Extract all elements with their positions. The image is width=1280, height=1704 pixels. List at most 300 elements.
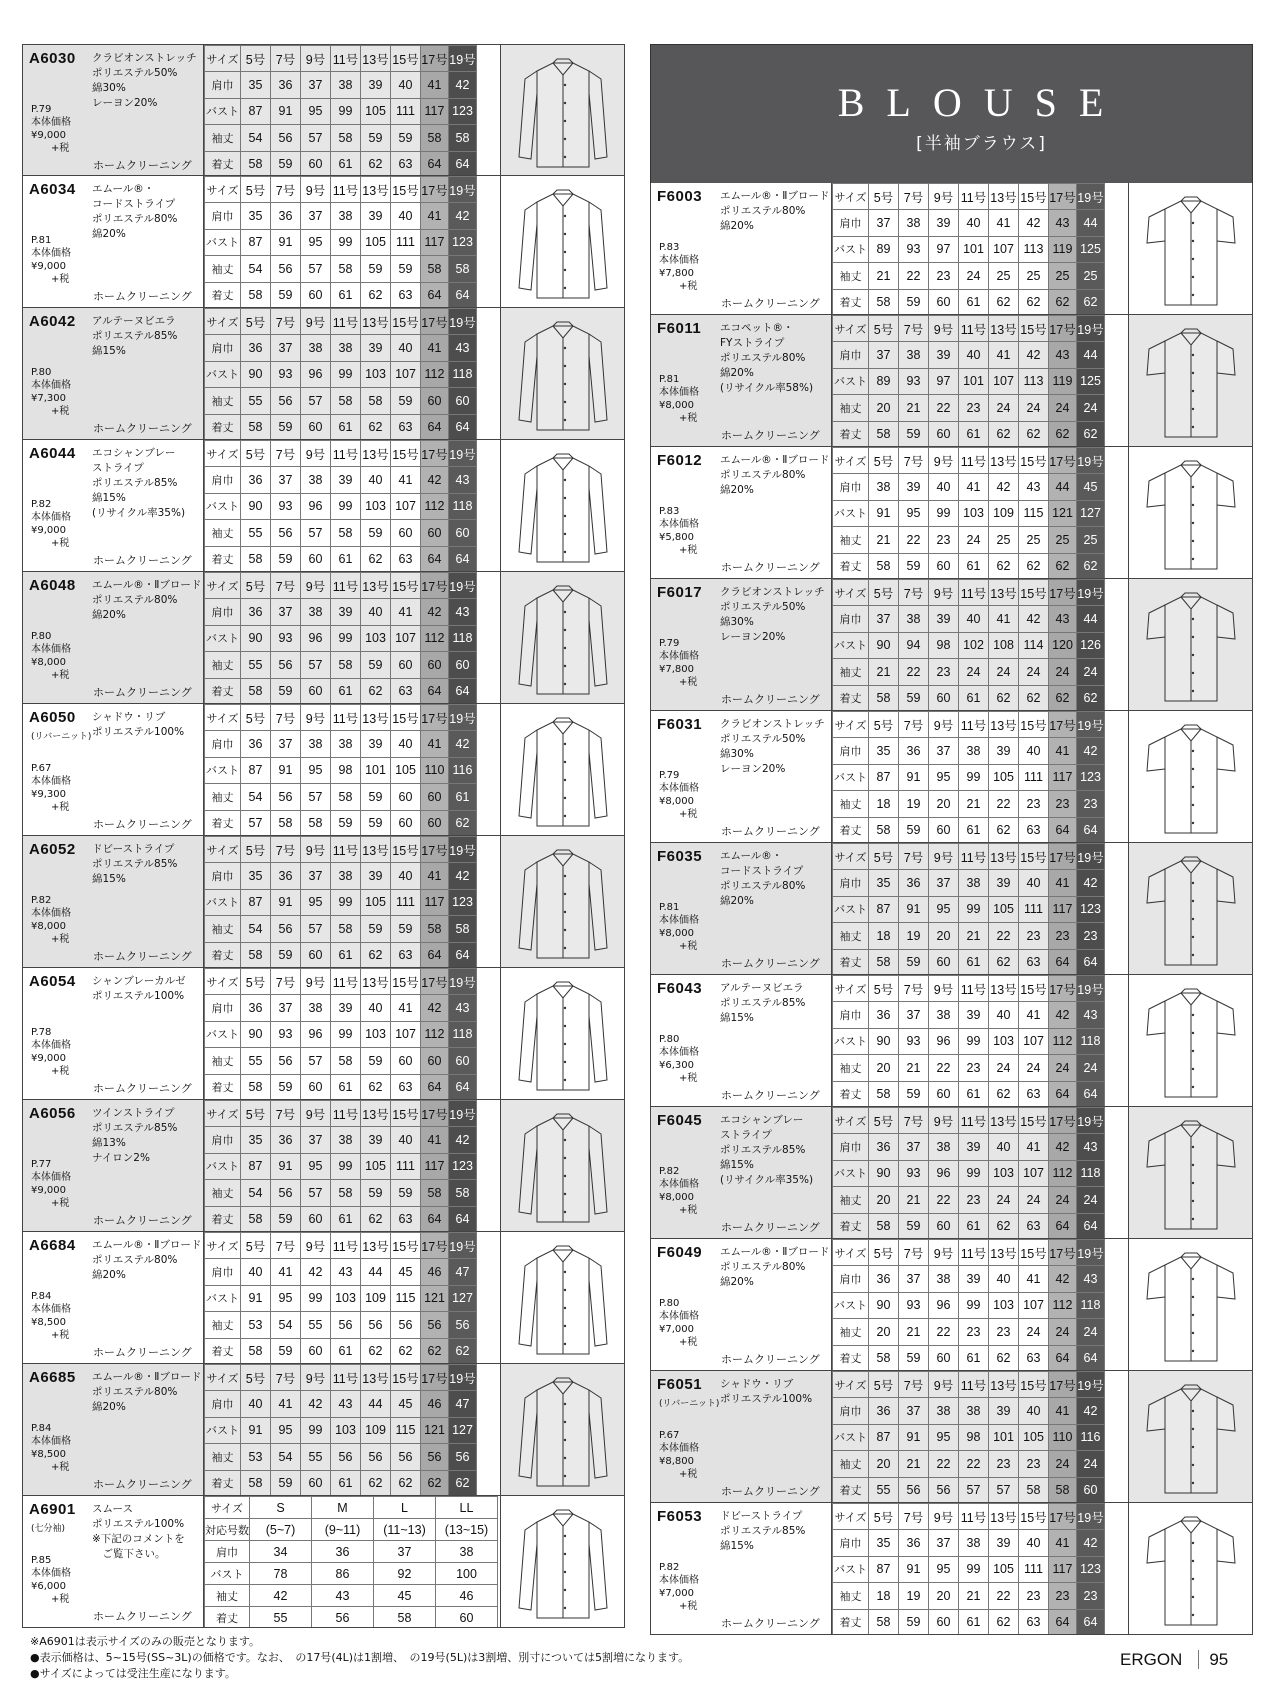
size-label: サイズ <box>833 1372 869 1398</box>
product-block <box>650 447 1253 579</box>
measure-value: 23 <box>959 1319 989 1345</box>
measure-value: 99 <box>959 1292 989 1318</box>
size-header: 17号 <box>421 177 449 203</box>
size-header: 7号 <box>899 448 929 474</box>
measure-row-length <box>833 1345 1105 1371</box>
blouse-illustration <box>1128 843 1252 975</box>
measure-value: 40 <box>959 606 989 632</box>
measure-value: 59 <box>899 1081 929 1107</box>
size-header: 7号 <box>271 177 301 203</box>
measure-value: 59 <box>271 1206 301 1232</box>
size-header-row <box>833 1372 1105 1398</box>
measure-value: 23 <box>989 1319 1019 1345</box>
measure-value: 22 <box>899 263 929 289</box>
measure-row-sleeve <box>205 1180 477 1206</box>
product-price: P.82 本体価格 ¥8,000 +税 <box>31 895 71 945</box>
size-header: 7号 <box>271 837 301 863</box>
measure-value: 61 <box>449 784 477 810</box>
measure-value: 111 <box>391 889 421 915</box>
product-fabric: シャドウ・リブ ポリエステル100% <box>720 1378 813 1405</box>
measure-value: 62 <box>361 942 391 968</box>
size-header: 9号 <box>929 448 959 474</box>
size-header: 11号 <box>331 309 361 335</box>
measure-value: 37 <box>899 1266 929 1292</box>
measure-label-sleeve: 袖丈 <box>205 1048 241 1074</box>
measure-value: 22 <box>929 1187 959 1213</box>
measure-value: 62 <box>421 1338 449 1364</box>
measure-value: 56 <box>391 1312 421 1338</box>
measure-value: 60 <box>929 1345 959 1371</box>
measure-value: 58 <box>241 1074 271 1100</box>
care-label: ホームクリーニング <box>93 554 192 567</box>
measure-value: 60 <box>391 810 421 836</box>
product-fabric: エムール®・Ⅱブロード ポリエステル80% 綿20% <box>720 454 830 496</box>
measure-row-shoulder <box>205 335 477 361</box>
measure-label-sleeve: 袖丈 <box>833 923 869 949</box>
measure-value: 103 <box>361 1021 391 1047</box>
size-header: 19号 <box>449 1233 477 1259</box>
measure-value: 37 <box>271 995 301 1021</box>
size-label: サイズ <box>205 1233 241 1259</box>
measure-value: 108 <box>989 632 1019 658</box>
product-info <box>651 315 832 447</box>
measure-value: 93 <box>899 1292 929 1318</box>
product-block <box>650 1107 1253 1239</box>
measure-value: 56 <box>899 1477 929 1503</box>
size-header: 17号 <box>1049 316 1077 342</box>
measure-value: 46 <box>421 1259 449 1285</box>
measure-value: 63 <box>391 151 421 176</box>
blouse-icon <box>1143 1379 1239 1495</box>
measure-label-sleeve: 袖丈 <box>205 125 241 151</box>
measure-value: 37 <box>869 342 899 368</box>
measure-value: 63 <box>1019 817 1049 843</box>
blouse-illustration <box>500 1232 624 1364</box>
measure-value: 105 <box>361 1153 391 1179</box>
size-header: 13号 <box>361 1101 391 1127</box>
size-header: L <box>374 1497 436 1519</box>
measure-label-bust: バスト <box>833 1160 869 1186</box>
measure-value: 56 <box>929 1477 959 1503</box>
measure-row-shoulder <box>205 731 477 757</box>
measure-value: 38 <box>929 1398 959 1424</box>
measure-value: 105 <box>989 1556 1019 1582</box>
measure-value: 40 <box>391 335 421 361</box>
measure-value: 38 <box>959 738 989 764</box>
measure-value: 64 <box>421 942 449 968</box>
measure-value: 24 <box>1049 1319 1077 1345</box>
measure-value: 37 <box>271 335 301 361</box>
size-header: 15号 <box>391 441 421 467</box>
measure-value: 42 <box>250 1585 312 1607</box>
measure-value: 37 <box>301 72 331 98</box>
size-header: 13号 <box>989 1108 1019 1134</box>
size-table <box>204 440 477 572</box>
measure-value: 39 <box>959 1266 989 1292</box>
measure-row-sleeve <box>833 527 1105 553</box>
size-table <box>204 1232 477 1364</box>
measure-value: 93 <box>899 1028 929 1054</box>
measure-value: 62 <box>989 421 1019 447</box>
brand-name: ERGON <box>1120 1650 1183 1669</box>
measure-value: 91 <box>899 1556 929 1582</box>
size-table <box>832 1107 1105 1239</box>
measure-value: 40 <box>391 863 421 889</box>
measure-value: 101 <box>959 236 989 262</box>
product-code: A6034 <box>29 181 76 198</box>
measure-value: 90 <box>869 1028 899 1054</box>
size-header: 5号 <box>869 448 899 474</box>
measure-value: 36 <box>869 1266 899 1292</box>
measure-value: 99 <box>331 493 361 519</box>
size-table <box>204 45 477 176</box>
size-header: 9号 <box>929 1372 959 1398</box>
measure-value: 59 <box>361 256 391 282</box>
measure-label-sleeve: 袖丈 <box>205 652 241 678</box>
measure-value: 61 <box>331 942 361 968</box>
measure-value: 99 <box>331 889 361 915</box>
measure-value: 47 <box>449 1259 477 1285</box>
measure-value: 97 <box>929 236 959 262</box>
measure-row-bust <box>205 98 477 124</box>
care-label: ホームクリーニング <box>721 1617 820 1630</box>
measure-value: 40 <box>391 731 421 757</box>
measure-value: 58 <box>1019 1477 1049 1503</box>
measure-row-bust <box>833 896 1105 922</box>
size-header: 11号 <box>959 844 989 870</box>
product-price: P.79 本体価格 ¥8,000 +税 <box>659 770 699 820</box>
measure-label-length: 着丈 <box>833 949 869 975</box>
measure-value: 43 <box>449 335 477 361</box>
measure-row-sleeve <box>205 388 477 414</box>
measure-value: 58 <box>1049 1477 1077 1503</box>
size-header: 11号 <box>959 712 989 738</box>
measure-label-shoulder: 肩巾 <box>205 995 241 1021</box>
measure-value: 59 <box>361 1048 391 1074</box>
size-header: 5号 <box>869 1372 899 1398</box>
measure-value: 123 <box>449 889 477 915</box>
size-header: 13号 <box>989 1372 1019 1398</box>
blouse-icon <box>515 53 611 169</box>
measure-value: 123 <box>1077 1556 1105 1582</box>
measure-value: 87 <box>869 1556 899 1582</box>
product-info <box>23 1496 204 1628</box>
blouse-icon <box>515 1240 611 1356</box>
product-block <box>22 176 625 308</box>
measure-value: 23 <box>1077 1583 1105 1609</box>
measure-value: 42 <box>1019 210 1049 236</box>
size-header: 17号 <box>421 441 449 467</box>
measure-value: 24 <box>1019 1187 1049 1213</box>
size-header: 7号 <box>899 712 929 738</box>
size-header: 13号 <box>989 448 1019 474</box>
measure-value: 90 <box>241 493 271 519</box>
product-info <box>651 1503 832 1635</box>
measure-value: 64 <box>1077 817 1105 843</box>
blouse-illustration <box>1128 183 1252 315</box>
measure-value: 44 <box>1049 474 1077 500</box>
measure-value: 60 <box>421 388 449 414</box>
measure-value: 25 <box>1019 263 1049 289</box>
measure-value: 118 <box>449 625 477 651</box>
size-header-row <box>833 976 1105 1002</box>
size-header: 11号 <box>959 448 989 474</box>
size-table <box>832 1503 1105 1635</box>
measure-value: 56 <box>331 1444 361 1470</box>
measure-value: 95 <box>929 896 959 922</box>
measure-row-bust <box>833 1160 1105 1186</box>
product-block <box>650 315 1253 447</box>
blouse-illustration <box>1128 711 1252 843</box>
blouse-illustration <box>1128 315 1252 447</box>
measure-value: 91 <box>899 764 929 790</box>
measure-value: 121 <box>1049 500 1077 526</box>
measure-label-length: 着丈 <box>833 817 869 843</box>
measure-value: 95 <box>929 1556 959 1582</box>
size-header-row <box>833 184 1105 210</box>
measure-row-sleeve <box>205 520 477 546</box>
measure-label-bust: バスト <box>833 236 869 262</box>
measure-value: 60 <box>391 1048 421 1074</box>
size-label: サイズ <box>833 1240 869 1266</box>
blouse-illustration <box>1128 1239 1252 1371</box>
measure-value: 64 <box>449 678 477 704</box>
measure-value: 56 <box>271 1180 301 1206</box>
measure-label-shoulder: 肩巾 <box>833 870 869 896</box>
product-code: A6050 <box>29 709 76 726</box>
size-table <box>204 572 477 704</box>
measure-value: 56 <box>361 1444 391 1470</box>
measure-value: 62 <box>361 1206 391 1232</box>
measure-value: 60 <box>929 685 959 711</box>
measure-label-shoulder: 肩巾 <box>205 1391 241 1417</box>
size-header: 11号 <box>959 1108 989 1134</box>
measure-row-length <box>833 949 1105 975</box>
size-header: 19号 <box>449 441 477 467</box>
size-header: 5号 <box>869 184 899 210</box>
measure-value: 36 <box>241 995 271 1021</box>
measure-label-shoulder: 肩巾 <box>833 1002 869 1028</box>
product-info <box>651 1371 832 1503</box>
measure-value: 55 <box>241 388 271 414</box>
measure-value: 62 <box>361 1470 391 1496</box>
measure-value: 42 <box>301 1391 331 1417</box>
size-header: 9号 <box>301 309 331 335</box>
product-price: P.82 本体価格 ¥8,000 +税 <box>659 1166 699 1216</box>
blouse-icon <box>515 184 611 300</box>
size-header: 11号 <box>331 441 361 467</box>
product-block <box>22 308 625 440</box>
blouse-icon <box>1143 851 1239 967</box>
measure-label-sleeve: 袖丈 <box>205 388 241 414</box>
blouse-illustration <box>1128 1107 1252 1239</box>
measure-value: 60 <box>929 949 959 975</box>
measure-value: 58 <box>331 652 361 678</box>
measure-row-sleeve <box>205 1585 498 1607</box>
measure-value: 87 <box>241 1153 271 1179</box>
measure-row-shoulder <box>833 1266 1105 1292</box>
size-label: サイズ <box>833 580 869 606</box>
measure-value: 40 <box>361 599 391 625</box>
measure-value: 35 <box>241 863 271 889</box>
measure-value: 62 <box>1019 553 1049 579</box>
measure-value: 62 <box>1019 685 1049 711</box>
measure-value: 40 <box>1019 870 1049 896</box>
measure-value: 42 <box>449 203 477 229</box>
measure-label-bust: バスト <box>205 1021 241 1047</box>
size-header: M <box>312 1497 374 1519</box>
product-code: F6051 <box>657 1376 703 1393</box>
measure-value: 62 <box>1077 685 1105 711</box>
product-block <box>650 183 1253 315</box>
measure-value: 21 <box>869 527 899 553</box>
measure-value: 59 <box>899 817 929 843</box>
care-label: ホームクリーニング <box>93 422 192 435</box>
measure-value: 62 <box>989 949 1019 975</box>
measure-value: 42 <box>1077 1398 1105 1424</box>
size-header: 7号 <box>271 573 301 599</box>
measure-value: 115 <box>391 1417 421 1443</box>
measure-value: 107 <box>989 368 1019 394</box>
measure-value: 99 <box>959 764 989 790</box>
measure-value: 58 <box>869 289 899 315</box>
measure-value: 37 <box>374 1541 436 1563</box>
measure-label-length: 着丈 <box>833 685 869 711</box>
measure-value: 43 <box>331 1259 361 1285</box>
measure-value: 91 <box>271 1153 301 1179</box>
measure-value: 37 <box>929 738 959 764</box>
care-label: ホームクリーニング <box>721 297 820 310</box>
size-table <box>832 315 1105 447</box>
size-header: 5号 <box>241 705 271 731</box>
size-header: 11号 <box>959 1504 989 1530</box>
measure-value: 42 <box>1049 1134 1077 1160</box>
measure-row-length <box>833 685 1105 711</box>
measure-row-length <box>205 810 477 836</box>
size-header: 15号 <box>1019 1108 1049 1134</box>
measure-value: 35 <box>241 72 271 98</box>
measure-row-sleeve <box>205 125 477 151</box>
measure-value: 112 <box>421 361 449 387</box>
product-block <box>22 704 625 836</box>
measure-value: 99 <box>331 229 361 255</box>
blouse-icon <box>1143 1115 1239 1231</box>
measure-value: 63 <box>1019 1609 1049 1635</box>
measure-row-sleeve <box>205 256 477 282</box>
measure-value: 113 <box>1019 368 1049 394</box>
measure-value: 123 <box>1077 896 1105 922</box>
measure-label-length: 着丈 <box>205 678 241 704</box>
measure-value: 41 <box>1019 1002 1049 1028</box>
measure-value: 60 <box>449 1048 477 1074</box>
measure-row-shoulder <box>205 1127 477 1153</box>
size-table <box>204 704 477 836</box>
measure-value: 91 <box>271 757 301 783</box>
measure-value: 64 <box>1077 1345 1105 1371</box>
measure-value: 111 <box>391 1153 421 1179</box>
size-label: サイズ <box>205 1101 241 1127</box>
size-header: 5号 <box>241 46 271 72</box>
measure-value: 64 <box>421 414 449 440</box>
size-header: 15号 <box>391 837 421 863</box>
measure-row-shoulder <box>833 870 1105 896</box>
measure-value: 40 <box>241 1259 271 1285</box>
measure-value: 95 <box>271 1417 301 1443</box>
size-header: 13号 <box>361 837 391 863</box>
measure-value: 110 <box>1049 1424 1077 1450</box>
blouse-illustration <box>1128 447 1252 579</box>
size-table <box>204 968 477 1100</box>
measure-value: 62 <box>1077 289 1105 315</box>
measure-value: 91 <box>899 896 929 922</box>
measure-value: 86 <box>312 1563 374 1585</box>
measure-value: 40 <box>989 1002 1019 1028</box>
measure-value: 64 <box>1049 1345 1077 1371</box>
measure-value: 56 <box>449 1312 477 1338</box>
measure-row-shoulder <box>205 1259 477 1285</box>
size-header-row <box>205 46 477 72</box>
size-header: 9号 <box>929 1504 959 1530</box>
measure-value: 105 <box>1019 1424 1049 1450</box>
measure-label-shoulder: 肩巾 <box>205 72 241 98</box>
measure-value: 24 <box>959 263 989 289</box>
measure-value: 59 <box>271 282 301 308</box>
measure-label-length: 着丈 <box>833 1345 869 1371</box>
measure-value: 41 <box>989 606 1019 632</box>
size-header-row <box>205 969 477 995</box>
measure-value: 54 <box>241 256 271 282</box>
measure-value: 64 <box>421 1206 449 1232</box>
product-block <box>22 1364 625 1496</box>
measure-label-sleeve: 袖丈 <box>833 395 869 421</box>
blouse-icon <box>515 712 611 828</box>
measure-value: 62 <box>1049 289 1077 315</box>
measure-value: 23 <box>989 1451 1019 1477</box>
product-fabric: エムール®・ コードストライプ ポリエステル80% 綿20% <box>720 850 806 907</box>
size-header-row <box>205 1233 477 1259</box>
measure-row-bust <box>205 625 477 651</box>
measure-label-length: 着丈 <box>205 1338 241 1364</box>
measure-value: 64 <box>449 282 477 308</box>
measure-value: 59 <box>899 1345 929 1371</box>
measure-value: 59 <box>391 388 421 414</box>
measure-value: 90 <box>869 1292 899 1318</box>
measure-value: 62 <box>989 1609 1019 1635</box>
measure-value: 58 <box>869 817 899 843</box>
size-table <box>832 579 1105 711</box>
size-header-row <box>833 448 1105 474</box>
measure-value: 59 <box>899 1609 929 1635</box>
measure-row-bust <box>205 493 477 519</box>
measure-value: 38 <box>899 342 929 368</box>
measure-value: 99 <box>331 1021 361 1047</box>
measure-value: 58 <box>331 784 361 810</box>
measure-value: 41 <box>391 599 421 625</box>
measure-label-shoulder: 肩巾 <box>205 467 241 493</box>
measure-value: 25 <box>989 263 1019 289</box>
measure-value: 62 <box>449 1338 477 1364</box>
size-header-row <box>205 1365 477 1391</box>
measure-row-length <box>205 282 477 308</box>
measure-value: 57 <box>301 1180 331 1206</box>
measure-row-bust <box>833 368 1105 394</box>
measure-value: 59 <box>271 546 301 572</box>
measure-value: 60 <box>421 520 449 546</box>
product-price: P.82 本体価格 ¥9,000 +税 <box>31 499 71 549</box>
measure-value: 58 <box>241 1206 271 1232</box>
product-price: P.67 本体価格 ¥8,800 +税 <box>659 1430 699 1480</box>
measure-label-length: 着丈 <box>205 1206 241 1232</box>
